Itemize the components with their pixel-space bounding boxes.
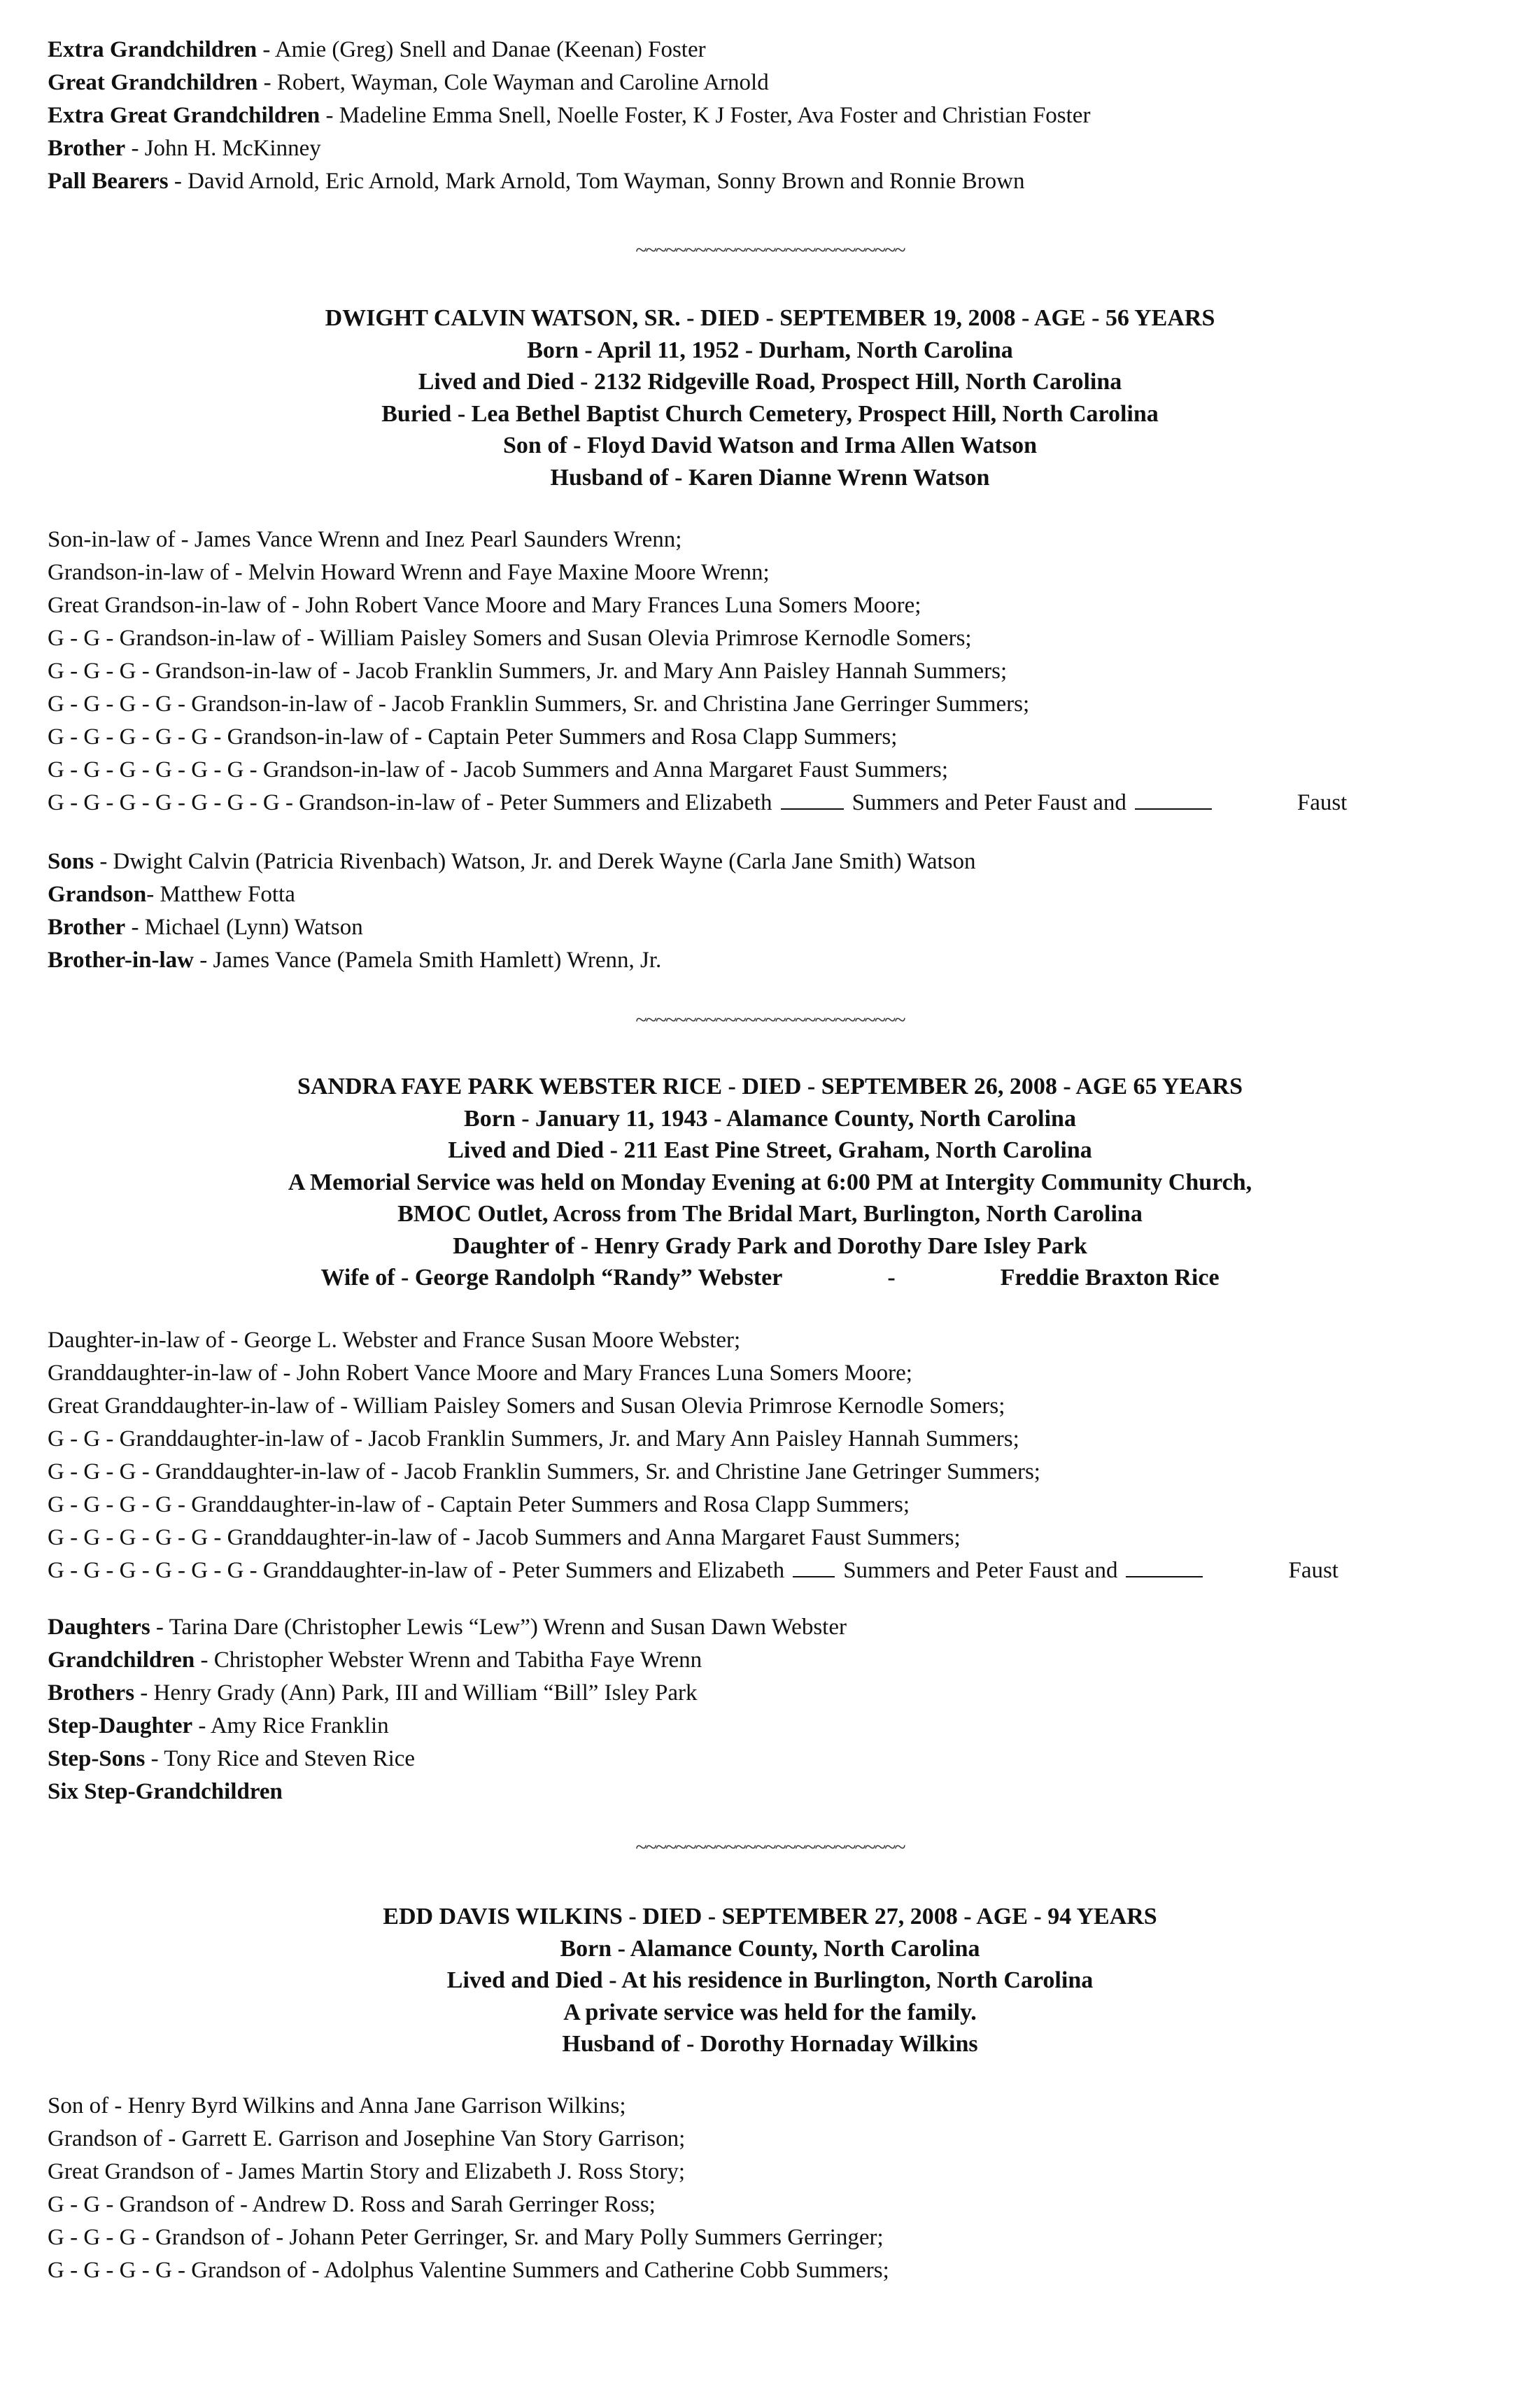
list-item: Six Step-Grandchildren <box>48 1779 283 1804</box>
residence-line: Lived and Died - 211 East Pine Street, Graham, North Carolina <box>448 1137 1092 1163</box>
top-family-list <box>48 34 1090 198</box>
service-location-line: BMOC Outlet, Across from The Bridal Mart, Burlington, North Carolina <box>397 1201 1143 1227</box>
rice-family <box>48 1611 847 1808</box>
birth-line: Born - Alamance County, North Carolina <box>560 1935 980 1962</box>
obituary-title: EDD DAVIS WILKINS - DIED - SEPTEMBER 27, 2008 - AGE - 94 YEARS <box>383 1904 1157 1929</box>
list-item: G - G - G - Granddaughter-in-law of - Jacob Franklin Summers, Sr. and Christine Jane Getringer Summers; <box>48 1459 1040 1484</box>
list-item: Sons - Dwight Calvin (Patricia Rivenbach) Watson, Jr. and Derek Wayne (Carla Jane Smith) Watson <box>48 849 976 874</box>
obituary-title: SANDRA FAYE PARK WEBSTER RICE - DIED - SEPTEMBER 26, 2008 - AGE 65 YEARS <box>297 1074 1243 1099</box>
parents-line: Daughter of - Henry Grady Park and Dorothy Dare Isley Park <box>453 1232 1087 1259</box>
list-item: Brother - John H. McKinney <box>48 136 321 161</box>
list-item: Great Granddaughter-in-law of - William Paisley Somers and Susan Olevia Primrose Kernodle Somers; <box>48 1393 1005 1419</box>
spouse-line: Wife of - George Randolph “Randy” Webster - Freddie Braxton Rice <box>320 1265 1220 1291</box>
list-item: G - G - G - G - G - Granddaughter-in-law of - Jacob Summers and Anna Margaret Faust Summers; <box>48 1525 961 1550</box>
parents-line: Son of - Floyd David Watson and Irma Allen Watson <box>503 433 1037 458</box>
section-divider: ~~~~~~~~~~~~~~~~~~~~~~~~~~~ <box>635 1008 905 1032</box>
blank-field <box>781 794 844 810</box>
service-line: A Memorial Service was held on Monday Evening at 6:00 PM at Intergity Community Church, <box>288 1169 1252 1195</box>
wilkins-header <box>0 1901 1540 2060</box>
list-item: G - G - G - Grandson of - Johann Peter Gerringer, Sr. and Mary Polly Summers Gerringer; <box>48 2225 884 2250</box>
section-divider: ~~~~~~~~~~~~~~~~~~~~~~~~~~~ <box>635 1836 905 1859</box>
spouse-line: Husband of - Dorothy Hornaday Wilkins <box>562 2031 978 2057</box>
list-item: Son of - Henry Byrd Wilkins and Anna Jane Garrison Wilkins; <box>48 2093 626 2118</box>
list-item: G - G - G - G - G - Grandson-in-law of - Captain Peter Summers and Rosa Clapp Summers; <box>48 724 898 750</box>
list-item: G - G - G - G - Grandson of - Adolphus Valentine Summers and Catherine Cobb Summers; <box>48 2258 889 2283</box>
list-item: Grandson of - Garrett E. Garrison and Josephine Van Story Garrison; <box>48 2126 686 2151</box>
list-item: Grandchildren - Christopher Webster Wrenn and Tabitha Faye Wrenn <box>48 1647 702 1673</box>
rice-header <box>0 1071 1540 1294</box>
list-item: G - G - Grandson of - Andrew D. Ross and Sarah Gerringer Ross; <box>48 2192 656 2217</box>
blank-field <box>793 1562 835 1577</box>
list-item: Grandson- Matthew Fotta <box>48 882 295 907</box>
blank-field <box>1126 1562 1203 1577</box>
section-divider: ~~~~~~~~~~~~~~~~~~~~~~~~~~~ <box>635 239 905 262</box>
list-item: Great Grandson of - James Martin Story and Elizabeth J. Ross Story; <box>48 2159 686 2184</box>
burial-line: Buried - Lea Bethel Baptist Church Cemetery, Prospect Hill, North Carolina <box>381 400 1159 427</box>
rice-lineage <box>48 1324 1338 1587</box>
spouse-line: Husband of - Karen Dianne Wrenn Watson <box>550 464 990 491</box>
list-item: Extra Great Grandchildren - Madeline Emma Snell, Noelle Foster, K J Foster, Ava Foster and Christian Foster <box>48 103 1091 128</box>
list-item: Pall Bearers - David Arnold, Eric Arnold, Mark Arnold, Tom Wayman, Sonny Brown and Ronnie Brown <box>48 169 1025 194</box>
list-item: Daughter-in-law of - George L. Webster and France Susan Moore Webster; <box>48 1328 741 1353</box>
list-item: G - G - G - Grandson-in-law of - Jacob Franklin Summers, Jr. and Mary Ann Paisley Hannah Summers; <box>48 659 1008 684</box>
list-item: Extra Grandchildren - Amie (Greg) Snell and Danae (Keenan) Foster <box>48 37 706 62</box>
list-item: Granddaughter-in-law of - John Robert Vance Moore and Mary Frances Luna Somers Moore; <box>48 1361 912 1386</box>
list-item: G - G - G - G - Grandson-in-law of - Jacob Franklin Summers, Sr. and Christina Jane Gerringer Summers; <box>48 691 1030 717</box>
list-item: G - G - G - G - G - G - Grandson-in-law of - Jacob Summers and Anna Margaret Faust Summers; <box>48 757 949 782</box>
service-line: A private service was held for the family. <box>563 1999 977 2025</box>
watson-family <box>48 845 975 977</box>
watson-header <box>0 302 1540 493</box>
list-item: G - G - G - G - G - G - Granddaughter-in-law of - Peter Summers and Elizabeth Summers and Peter Faust and Faust <box>48 1558 1338 1583</box>
list-item: Great Grandchildren - Robert, Wayman, Cole Wayman and Caroline Arnold <box>48 70 769 95</box>
residence-line: Lived and Died - 2132 Ridgeville Road, Prospect Hill, North Carolina <box>418 369 1122 395</box>
list-item: Great Grandson-in-law of - John Robert Vance Moore and Mary Frances Luna Somers Moore; <box>48 593 921 618</box>
list-item: G - G - Grandson-in-law of - William Paisley Somers and Susan Olevia Primrose Kernodle Somers; <box>48 626 972 651</box>
list-item: G - G - G - G - Granddaughter-in-law of - Captain Peter Summers and Rosa Clapp Summers; <box>48 1492 910 1517</box>
list-item: Step-Sons - Tony Rice and Steven Rice <box>48 1746 416 1771</box>
list-item: Son-in-law of - James Vance Wrenn and Inez Pearl Saunders Wrenn; <box>48 527 682 552</box>
list-item: G - G - G - G - G - G - G - Grandson-in-law of - Peter Summers and Elizabeth Summers and Peter Faust and Faust <box>48 790 1348 815</box>
list-item: Brother-in-law - James Vance (Pamela Smith Hamlett) Wrenn, Jr. <box>48 948 662 973</box>
obituary-title: DWIGHT CALVIN WATSON, SR. - DIED - SEPTEMBER 19, 2008 - AGE - 56 YEARS <box>325 305 1215 331</box>
blank-field <box>1135 794 1212 810</box>
residence-line: Lived and Died - At his residence in Burlington, North Carolina <box>446 1967 1094 1993</box>
list-item: Grandson-in-law of - Melvin Howard Wrenn and Faye Maxine Moore Wrenn; <box>48 560 770 585</box>
birth-line: Born - January 11, 1943 - Alamance County, North Carolina <box>464 1105 1076 1132</box>
list-item: Brothers - Henry Grady (Ann) Park, III and William “Bill” Isley Park <box>48 1680 698 1706</box>
birth-line: Born - April 11, 1952 - Durham, North Carolina <box>527 337 1013 363</box>
list-item: G - G - Granddaughter-in-law of - Jacob Franklin Summers, Jr. and Mary Ann Paisley Hannah Summers; <box>48 1426 1019 1451</box>
list-item: Step-Daughter - Amy Rice Franklin <box>48 1713 389 1738</box>
list-item: Daughters - Tarina Dare (Christopher Lewis “Lew”) Wrenn and Susan Dawn Webster <box>48 1615 847 1640</box>
watson-lineage <box>48 523 1347 820</box>
list-item: Brother - Michael (Lynn) Watson <box>48 915 363 940</box>
wilkins-lineage <box>48 2090 889 2287</box>
